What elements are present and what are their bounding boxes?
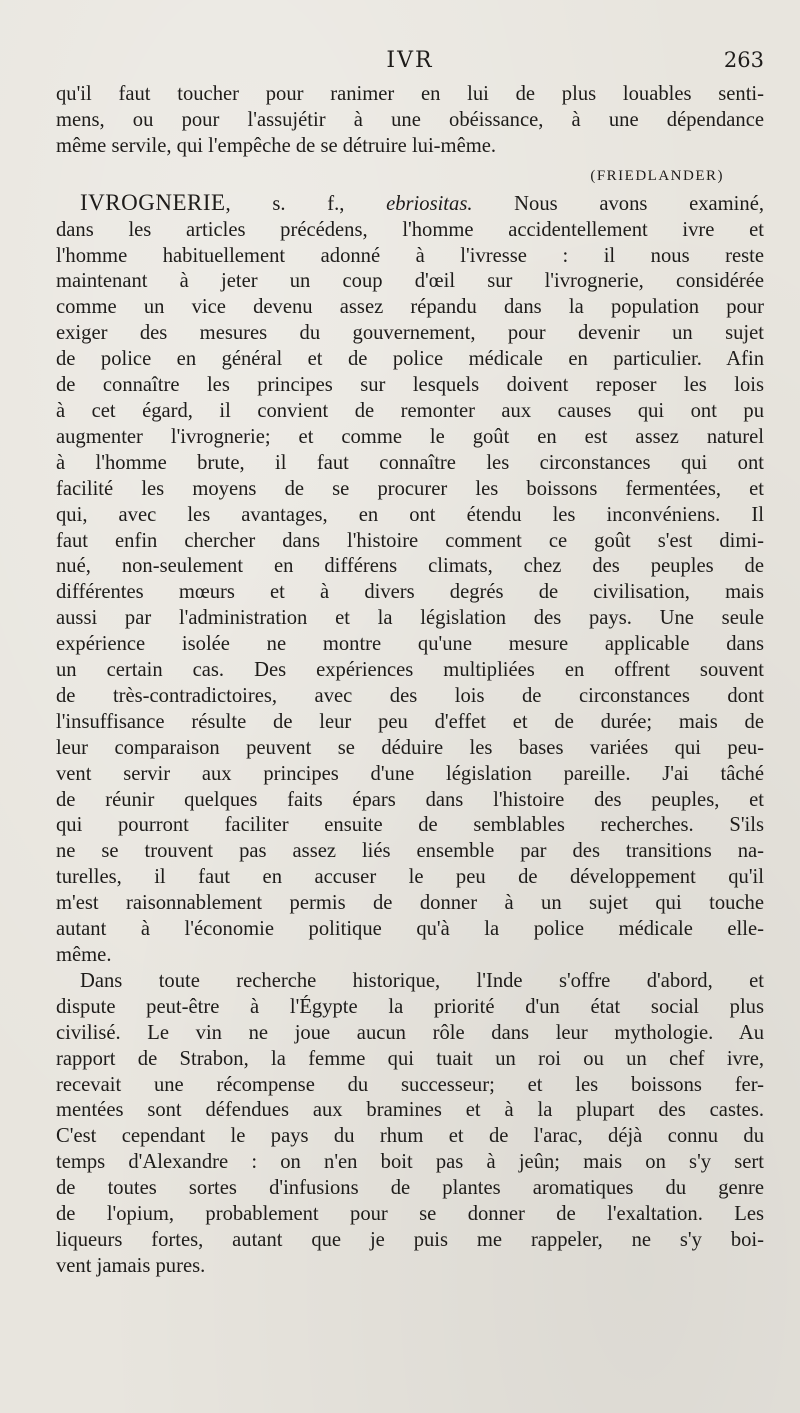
article-first-line (56, 190, 764, 218)
article-grammar: , s. f., (225, 192, 387, 215)
text-line: autant à l'économie politique qu'à la police médicale elle- (56, 918, 764, 941)
text-line: comme un vice devenu assez répandu dans la population pour (56, 296, 764, 319)
text-line: aussi par l'administration et la législation des pays. Une seule (56, 607, 764, 630)
text-line: mentées sont défendues aux bramines et à la plupart des castes. (56, 1099, 764, 1122)
text-line: de réunir quelques faits épars dans l'histoire des peuples, et (56, 788, 764, 811)
text-line: mens, ou pour l'assujétir à une obéissance, à une dépendance (56, 108, 764, 131)
text-line: même. (56, 944, 112, 966)
text-line: nué, non-seulement en différens climats, chez des peuples de (56, 555, 764, 578)
text-line: liqueurs fortes, autant que je puis me rappeler, ne s'y boi- (56, 1228, 764, 1251)
text-line: vent servir aux principes d'une législation pareille. J'ai tâché (56, 762, 764, 785)
page-number: 263 (723, 48, 764, 72)
text-line: Dans toute recherche historique, l'Inde s'offre d'abord, et (80, 969, 764, 992)
text-line: qu'il faut toucher pour ranimer en lui de plus louables senti- (56, 83, 764, 105)
article-first-line-rest: Nous avons examiné, (472, 192, 764, 215)
text-line: C'est cependant le pays du rhum et de l'arac, déjà connu du (56, 1125, 764, 1148)
text-line: civilisé. Le vin ne joue aucun rôle dans leur mythologie. Au (56, 1021, 764, 1044)
text-line: m'est raisonnablement permis de donner à un sujet qui touche (56, 892, 764, 915)
text-line: rapport de Strabon, la femme qui tuait un roi ou un chef ivre, (56, 1047, 764, 1070)
article-paragraph (56, 190, 764, 969)
text-line: maintenant à jeter un coup d'œil sur l'ivrognerie, considérée (56, 270, 764, 293)
text-line: de toutes sortes d'infusions de plantes aromatiques du genre (56, 1177, 764, 1200)
text-line: vent jamais pures. (56, 1254, 206, 1277)
text-line: leur comparaison peuvent se déduire les bases variées qui peu- (56, 736, 764, 759)
article-latin-term: ebriositas. (386, 192, 473, 215)
second-paragraph (56, 969, 764, 1280)
text-line: l'homme habituellement adonné à l'ivresse : il nous reste (56, 244, 764, 267)
text-line: même servile, qui l'empêche de se détruire lui-même. (56, 134, 497, 157)
text-line: de très-contradictoires, avec des lois de circonstances dont (56, 684, 764, 707)
text-line: exiger des mesures du gouvernement, pour devenir un sujet (56, 322, 764, 345)
text-line: à cet égard, il convient de remonter aux causes qui ont pu (56, 399, 764, 422)
text-line: temps d'Alexandre : on n'en boit pas à jeûn; mais on s'y sert (56, 1151, 764, 1174)
text-line: qui, avec les avantages, en ont étendu les inconvéniens. Il (56, 503, 764, 526)
page-body (56, 82, 764, 1280)
text-line: turelles, il faut en accuser le peu de développement qu'il (56, 866, 764, 889)
text-line: expérience isolée ne montre qu'une mesure applicable dans (56, 633, 764, 656)
text-line: un certain cas. Des expériences multipliées en offrent souvent (56, 659, 764, 682)
running-head (56, 48, 764, 82)
text-line: à l'homme brute, il faut connaître les circonstances qui ont (56, 451, 764, 474)
text-line: de police en général et de police médicale en particulier. Afin (56, 348, 764, 371)
text-line: l'insuffisance résulte de leur peu d'effet et de durée; mais de (56, 710, 764, 733)
text-line: de connaître les principes sur lesquels doivent reposer les lois (56, 374, 764, 397)
text-line: ne se trouvent pas assez liés ensemble par des transitions na- (56, 840, 764, 863)
author-signature: (FRIEDLANDER) (590, 167, 724, 184)
text-line: dans les articles précédens, l'homme accidentellement ivre et (56, 218, 764, 241)
text-line: différentes mœurs et à divers degrés de civilisation, mais (56, 581, 764, 604)
text-line: faut enfin chercher dans l'histoire comment ce goût s'est dimi- (56, 529, 764, 552)
text-line: dispute peut-être à l'Égypte la priorité d'un état social plus (56, 995, 764, 1018)
article-headword: IVROGNERIE (80, 189, 226, 215)
intro-paragraph (56, 82, 764, 160)
text-line: qui pourront faciliter ensuite de semblables recherches. S'ils (56, 814, 764, 837)
text-line: facilité les moyens de se procurer les boissons fermentées, et (56, 477, 764, 500)
text-line: recevait une récompense du successeur; et les boissons fer- (56, 1073, 764, 1096)
running-head-title: IVR (386, 48, 434, 73)
text-line: de l'opium, probablement pour se donner de l'exaltation. Les (56, 1203, 764, 1226)
text-line: augmenter l'ivrognerie; et comme le goût en est assez naturel (56, 425, 764, 448)
